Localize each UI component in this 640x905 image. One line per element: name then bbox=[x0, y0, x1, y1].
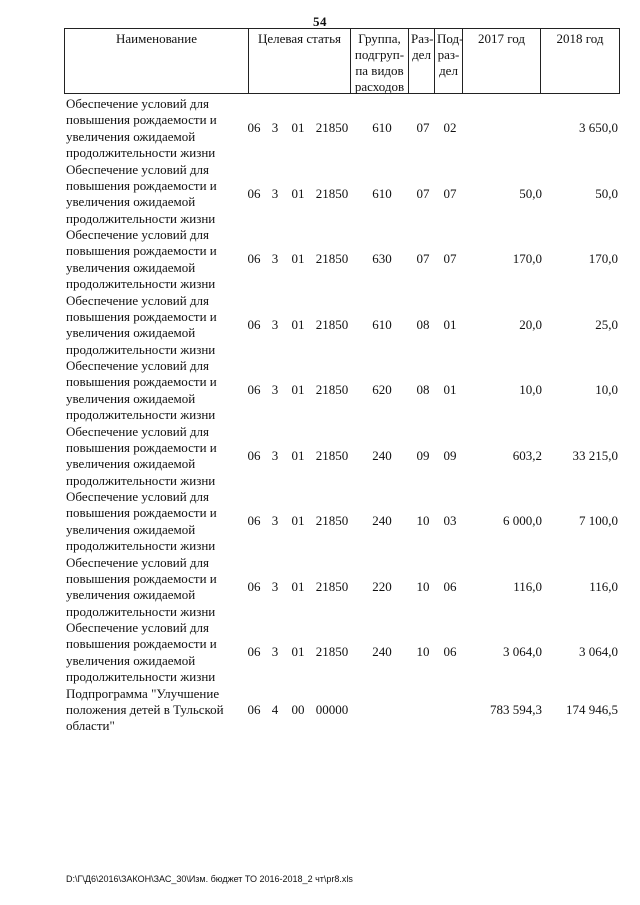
target-code-program: 06 bbox=[247, 578, 261, 594]
value-2017: 10,0 bbox=[519, 382, 542, 397]
target-code-program: 06 bbox=[247, 120, 261, 135]
page-number: 54 bbox=[313, 14, 327, 29]
value-2018: 170,0 bbox=[588, 251, 618, 266]
target-code-direction: 21850 bbox=[315, 513, 349, 528]
section: 07 bbox=[416, 251, 430, 266]
target-code-program: 06 bbox=[247, 644, 261, 659]
section: 10 bbox=[416, 513, 430, 528]
target-code-direction: 00000 bbox=[315, 701, 349, 717]
target-code-subprogram: 3 bbox=[271, 185, 279, 201]
row-name: Обеспечение условий для повышения рождаемости и увеличения ожидаемой продолжительности жизни bbox=[66, 161, 217, 226]
target-code-program: 06 bbox=[247, 251, 261, 266]
target-code-subprogram: 4 bbox=[271, 701, 279, 717]
target-code-direction: 21850 bbox=[315, 185, 349, 201]
subsection: 07 bbox=[443, 251, 457, 266]
target-code-event: 00 bbox=[291, 701, 305, 717]
table-row bbox=[0, 227, 640, 293]
value-2017: 3 064,0 bbox=[503, 644, 542, 659]
table-row bbox=[0, 620, 640, 686]
subsection: 06 bbox=[443, 578, 457, 594]
table-row bbox=[0, 424, 640, 490]
target-code-direction: 21850 bbox=[315, 578, 349, 594]
row-name: Обеспечение условий для повышения рождаемости и увеличения ожидаемой продолжительности жизни bbox=[66, 620, 217, 685]
expense-group: 220 bbox=[372, 578, 392, 594]
table-row bbox=[0, 358, 640, 424]
target-code-direction: 21850 bbox=[315, 382, 349, 397]
value-2018: 10,0 bbox=[595, 382, 618, 397]
target-code-event: 01 bbox=[291, 120, 305, 135]
section: 09 bbox=[416, 447, 430, 463]
table-body bbox=[0, 96, 640, 746]
value-2018: 25,0 bbox=[595, 316, 618, 332]
target-code-subprogram: 3 bbox=[271, 578, 279, 594]
table-row bbox=[0, 489, 640, 555]
subsection: 03 bbox=[443, 513, 457, 528]
target-code-program: 06 bbox=[247, 513, 261, 528]
table-row bbox=[0, 686, 640, 746]
expense-group: 610 bbox=[372, 120, 392, 135]
value-2017: 116,0 bbox=[513, 578, 542, 594]
subsection: 07 bbox=[443, 185, 457, 201]
subsection: 01 bbox=[443, 382, 457, 397]
target-code-program: 06 bbox=[247, 701, 261, 717]
section: 07 bbox=[416, 185, 430, 201]
expense-group: 610 bbox=[372, 316, 392, 332]
table-header bbox=[64, 28, 620, 94]
target-code-program: 06 bbox=[247, 185, 261, 201]
row-name: Обеспечение условий для повышения рождаемости и увеличения ожидаемой продолжительности жизни bbox=[66, 227, 217, 292]
value-2017: 6 000,0 bbox=[503, 513, 542, 528]
row-name: Обеспечение условий для повышения рождаемости и увеличения ожидаемой продолжительности жизни bbox=[66, 489, 217, 554]
expense-group: 240 bbox=[372, 644, 392, 659]
target-code-direction: 21850 bbox=[315, 120, 349, 135]
target-code-event: 01 bbox=[291, 644, 305, 659]
value-2018: 3 064,0 bbox=[579, 644, 618, 659]
expense-group: 610 bbox=[372, 185, 392, 201]
target-code-subprogram: 3 bbox=[271, 382, 279, 397]
header-subsection: Под- раз- дел bbox=[435, 29, 463, 93]
header-name: Наименование bbox=[65, 29, 249, 93]
section: 10 bbox=[416, 578, 430, 594]
table-row bbox=[0, 555, 640, 621]
target-code-subprogram: 3 bbox=[271, 447, 279, 463]
expense-group: 240 bbox=[372, 513, 392, 528]
target-code-program: 06 bbox=[247, 447, 261, 463]
target-code-subprogram: 3 bbox=[271, 316, 279, 332]
section: 07 bbox=[416, 120, 430, 135]
target-code-event: 01 bbox=[291, 185, 305, 201]
expense-group: 630 bbox=[372, 251, 392, 266]
target-code-direction: 21850 bbox=[315, 316, 349, 332]
target-code-event: 01 bbox=[291, 382, 305, 397]
target-code-event: 01 bbox=[291, 251, 305, 266]
section: 10 bbox=[416, 644, 430, 659]
value-2018: 7 100,0 bbox=[579, 513, 618, 528]
section: 08 bbox=[416, 316, 430, 332]
target-code-event: 01 bbox=[291, 316, 305, 332]
row-name: Обеспечение условий для повышения рождаемости и увеличения ожидаемой продолжительности жизни bbox=[66, 423, 217, 488]
subsection: 01 bbox=[443, 316, 457, 332]
target-code-program: 06 bbox=[247, 316, 261, 332]
section: 08 bbox=[416, 382, 430, 397]
value-2018: 3 650,0 bbox=[579, 120, 618, 135]
table-row bbox=[0, 162, 640, 228]
expense-group: 240 bbox=[372, 447, 392, 463]
expense-group: 620 bbox=[372, 382, 392, 397]
value-2018: 116,0 bbox=[589, 578, 618, 594]
target-code-subprogram: 3 bbox=[271, 513, 279, 528]
row-name: Обеспечение условий для повышения рождаемости и увеличения ожидаемой продолжительности жизни bbox=[66, 358, 217, 423]
target-code-subprogram: 3 bbox=[271, 251, 279, 266]
value-2017: 783 594,3 bbox=[490, 701, 542, 717]
row-name: Подпрограмма "Улучшение положения детей в Тульской области" bbox=[66, 685, 224, 734]
target-code-event: 01 bbox=[291, 447, 305, 463]
row-name: Обеспечение условий для повышения рождаемости и увеличения ожидаемой продолжительности жизни bbox=[66, 96, 217, 161]
header-target: Целевая статья bbox=[249, 29, 351, 93]
header-2018: 2018 год bbox=[556, 31, 604, 46]
value-2018: 174 946,5 bbox=[566, 701, 618, 717]
row-name: Обеспечение условий для повышения рождаемости и увеличения ожидаемой продолжительности жизни bbox=[66, 554, 217, 619]
header-section: Раз- дел bbox=[409, 29, 435, 93]
value-2017: 50,0 bbox=[519, 185, 542, 201]
target-code-event: 01 bbox=[291, 578, 305, 594]
header-2017: 2017 год bbox=[463, 29, 541, 93]
table-row bbox=[0, 96, 640, 162]
value-2017: 20,0 bbox=[519, 316, 542, 332]
target-code-direction: 21850 bbox=[315, 251, 349, 266]
header-group: Группа, подгруп- па видов расходов bbox=[351, 29, 409, 93]
value-2018: 50,0 bbox=[595, 185, 618, 201]
target-code-subprogram: 3 bbox=[271, 120, 279, 135]
target-code-direction: 21850 bbox=[315, 447, 349, 463]
target-code-subprogram: 3 bbox=[271, 644, 279, 659]
subsection: 09 bbox=[443, 447, 457, 463]
target-code-event: 01 bbox=[291, 513, 305, 528]
target-code-program: 06 bbox=[247, 382, 261, 397]
table-row bbox=[0, 293, 640, 359]
subsection: 02 bbox=[443, 120, 457, 135]
target-code-direction: 21850 bbox=[315, 644, 349, 659]
row-name: Обеспечение условий для повышения рождаемости и увеличения ожидаемой продолжительности жизни bbox=[66, 292, 217, 357]
value-2017: 170,0 bbox=[512, 251, 542, 266]
subsection: 06 bbox=[443, 644, 457, 659]
value-2018: 33 215,0 bbox=[572, 447, 618, 463]
value-2017: 603,2 bbox=[512, 447, 542, 463]
file-path-footer: D:\Г\Д6\2016\ЗАКОН\ЗАС_30\Изм. бюджет ТО 2016-2018_2 чт\pr8.xls bbox=[66, 874, 353, 884]
